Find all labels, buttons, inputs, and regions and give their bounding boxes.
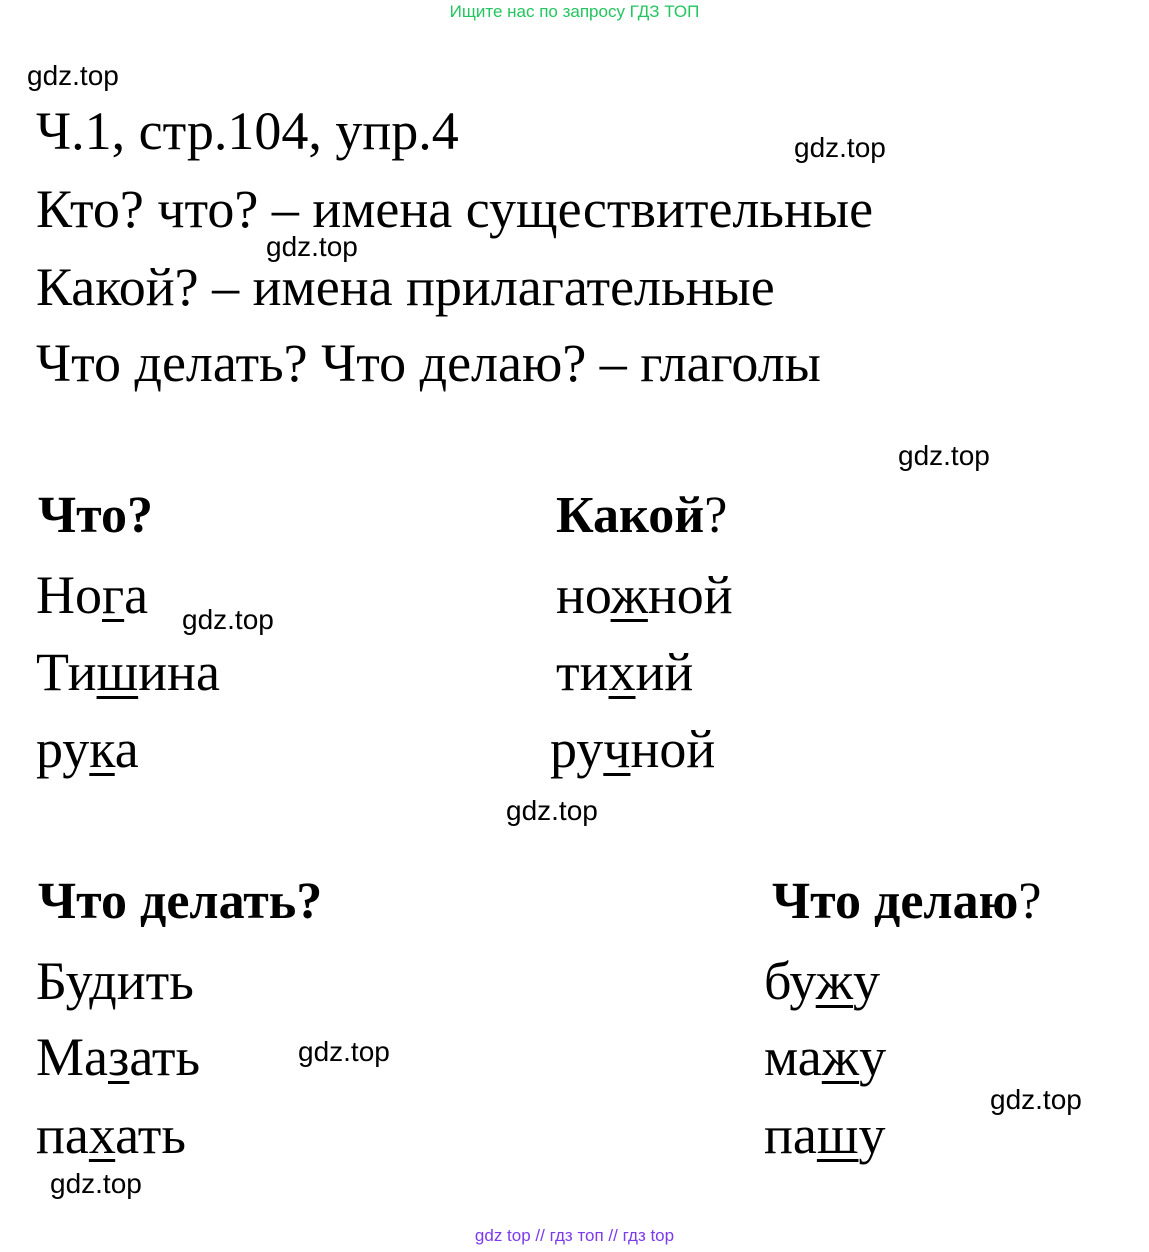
word-infinitive: Будить: [36, 951, 194, 1011]
watermark: gdz.top: [794, 132, 886, 163]
word-first-person: бужу: [764, 951, 881, 1011]
word-adjective: ножной: [556, 565, 733, 625]
watermark: gdz.top: [182, 604, 274, 635]
header-chto-delayu: Что делаю?: [772, 873, 1042, 930]
watermark: gdz.top: [298, 1036, 390, 1067]
word-adjective: тихий: [556, 642, 694, 702]
rule-nouns: Кто? что? – имена существительные: [36, 179, 874, 239]
watermark: gdz.top: [506, 795, 598, 826]
word-infinitive: пахать: [36, 1105, 186, 1165]
word-infinitive: Мазать: [36, 1027, 201, 1087]
footer-links[interactable]: gdz top // гдз топ // гдз top: [474, 1226, 675, 1245]
top-banner: Ищите нас по запросу ГДЗ ТОП: [449, 2, 700, 21]
word-adjective: ручной: [550, 719, 716, 779]
rule-verbs: Что делать? Что делаю? – глаголы: [36, 333, 821, 393]
rule-adjectives: Какой? – имена прилагательные: [36, 257, 775, 317]
word-first-person: пашу: [764, 1105, 886, 1165]
page-title: Ч.1, стр.104, упр.4: [36, 101, 459, 161]
header-chto-delat: Что делать?: [38, 873, 323, 930]
word-noun: Нога: [36, 565, 149, 625]
header-chto: Что?: [38, 487, 154, 544]
watermark: gdz.top: [898, 440, 990, 471]
word-first-person: мажу: [764, 1027, 887, 1087]
watermark: gdz.top: [266, 231, 358, 262]
header-kakoy: Какой?: [556, 487, 728, 544]
watermark: gdz.top: [990, 1084, 1082, 1115]
word-noun: рука: [36, 719, 139, 779]
watermark: gdz.top: [50, 1168, 142, 1199]
word-noun: Тишина: [36, 642, 220, 702]
watermark: gdz.top: [27, 60, 119, 91]
